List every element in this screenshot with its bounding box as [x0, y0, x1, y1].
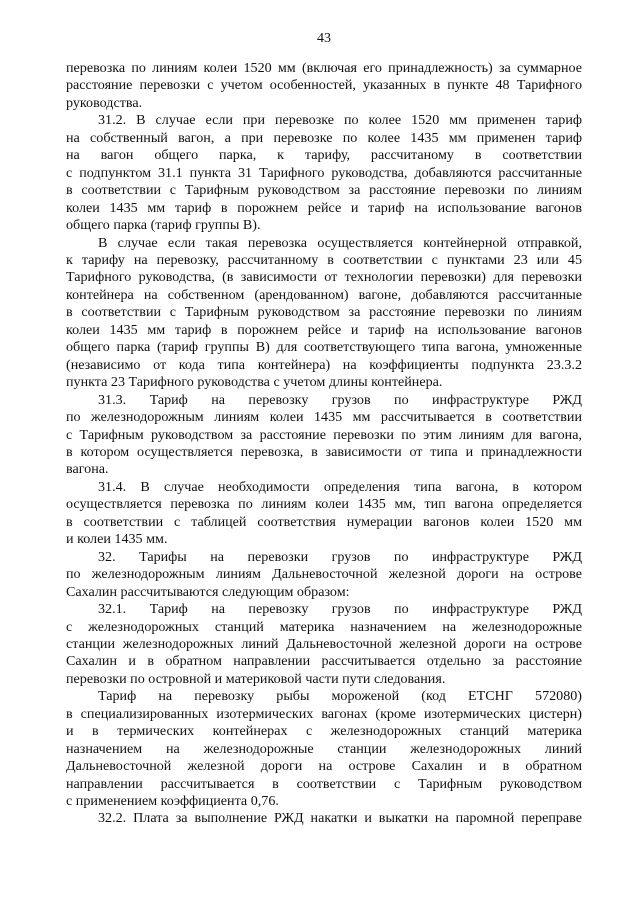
paragraph	[66, 549, 582, 601]
text-line: контейнера на собственном (арендованном) вагоне, добавляются рассчитанные	[66, 286, 582, 303]
text-line: 31.4. В случае необходимости определения типа вагона, в котором	[98, 478, 582, 495]
paragraph	[66, 479, 582, 549]
text-line: пункта 23 Тарифного руководства с учетом длины контейнера.	[66, 374, 443, 391]
text-line: (независимо от кода типа контейнера) на коэффициенты подпункта 23.3.2	[66, 356, 582, 373]
document-body	[66, 60, 582, 828]
page-number: 43	[317, 31, 331, 46]
text-line: Сахалин рассчитываются следующим образом:	[66, 583, 350, 600]
text-line: станции железнодорожных линий Дальневосточной железной дороги на острове	[66, 635, 582, 652]
text-line: 32.1. Тариф на перевозку грузов по инфраструктуре РЖД	[98, 601, 582, 618]
text-line: 31.3. Тариф на перевозку грузов по инфраструктуре РЖД	[98, 391, 582, 408]
text-line: Дальневосточной железной дороги на острове Сахалин и в обратном	[66, 758, 582, 775]
text-line: с Тарифным руководством за расстояние перевозки по этим линиям для вагона,	[66, 426, 582, 443]
text-line: осуществляется перевозка по линиям колеи 1435 мм, тип вагона определяется	[66, 496, 582, 513]
text-line: 31.2. В случае если при перевозке по колее 1520 мм применен тариф	[98, 112, 582, 129]
text-line: Сахалин и в обратном направлении рассчитывается отдельно за расстояние	[66, 653, 582, 670]
text-line: Тарифного руководства, (в зависимости от технологии перевозки) для перевозки	[66, 269, 582, 286]
text-line: в соответствии с Тарифным руководством за расстояние перевозки по линиям	[66, 182, 582, 199]
text-line: В случае если такая перевозка осуществляется контейнерной отправкой,	[98, 234, 582, 251]
text-line: в соответствии с Тарифным руководством за расстояние перевозки по линиям	[66, 304, 582, 321]
text-line: и в термических контейнерах с железнодорожных станций материка	[66, 723, 582, 740]
paragraph	[66, 235, 582, 392]
paragraph	[66, 392, 582, 479]
text-line: Тариф на перевозку рыбы мороженой (код ЕТСНГ 572080)	[98, 688, 582, 705]
text-line: назначением на железнодорожные станции железнодорожных линий	[66, 740, 582, 757]
paragraph	[66, 688, 582, 810]
text-line: перевозка по линиям колеи 1520 мм (включая его принадлежность) за суммарное	[66, 60, 582, 76]
text-line: общего парка (тариф группы В) для соответствующего типа вагона, умноженные	[66, 339, 582, 356]
text-line: на вагон общего парка, к тарифу, рассчитаному в соответствии	[66, 147, 582, 164]
text-line: 32.2. Плата за выполнение РЖД накатки и выкатки на паромной переправе	[98, 810, 582, 827]
text-line: в специализированных изотермических вагонах (кроме изотермических цистерн)	[66, 705, 582, 722]
text-line: вагона.	[66, 461, 109, 478]
paragraph	[66, 810, 582, 827]
text-line: направлении рассчитывается в соответствии с Тарифным руководством	[66, 775, 582, 792]
text-line: в соответствии с таблицей соответствия нумерации вагонов колеи 1520 мм	[66, 513, 582, 530]
text-line: расстояние перевозки с учетом особенностей, указанных в пункте 48 Тарифного	[66, 77, 582, 94]
text-line: и колеи 1435 мм.	[66, 531, 168, 548]
text-line: в котором осуществляется перевозка, в зависимости от типа и принадлежности	[66, 443, 582, 460]
text-line: по железнодорожным линиям Дальневосточной железной дороги на острове	[66, 566, 582, 583]
paragraph	[66, 112, 582, 234]
paragraph	[66, 601, 582, 688]
text-line: 32. Тарифы на перевозки грузов по инфраструктуре РЖД	[98, 548, 582, 565]
text-line: на собственный вагон, а при перевозке по колее 1435 мм применен тариф	[66, 129, 582, 146]
text-line: к тарифу на перевозку, рассчитанному в соответствии с пунктами 23 или 45	[66, 251, 582, 268]
text-line: колеи 1435 мм тариф в порожнем рейсе и тариф на использование вагонов	[66, 199, 582, 216]
text-line: с железнодорожных станций материка назначением на железнодорожные	[66, 618, 582, 635]
text-line: перевозки по островной и материковой части пути следования.	[66, 670, 446, 687]
text-line: общего парка (тариф группы В).	[66, 217, 261, 234]
text-line: колеи 1435 мм тариф в порожнем рейсе и тариф на использование вагонов	[66, 321, 582, 338]
paragraph	[66, 60, 582, 112]
text-line: с подпунктом 31.1 пункта 31 Тарифного руководства, добавляются рассчитанные	[66, 164, 582, 181]
text-line: с применением коэффициента 0,76.	[66, 793, 279, 810]
text-line: по железнодорожным линиям колеи 1435 мм рассчитывается в соответствии	[66, 409, 582, 426]
text-line: руководства.	[66, 94, 143, 111]
